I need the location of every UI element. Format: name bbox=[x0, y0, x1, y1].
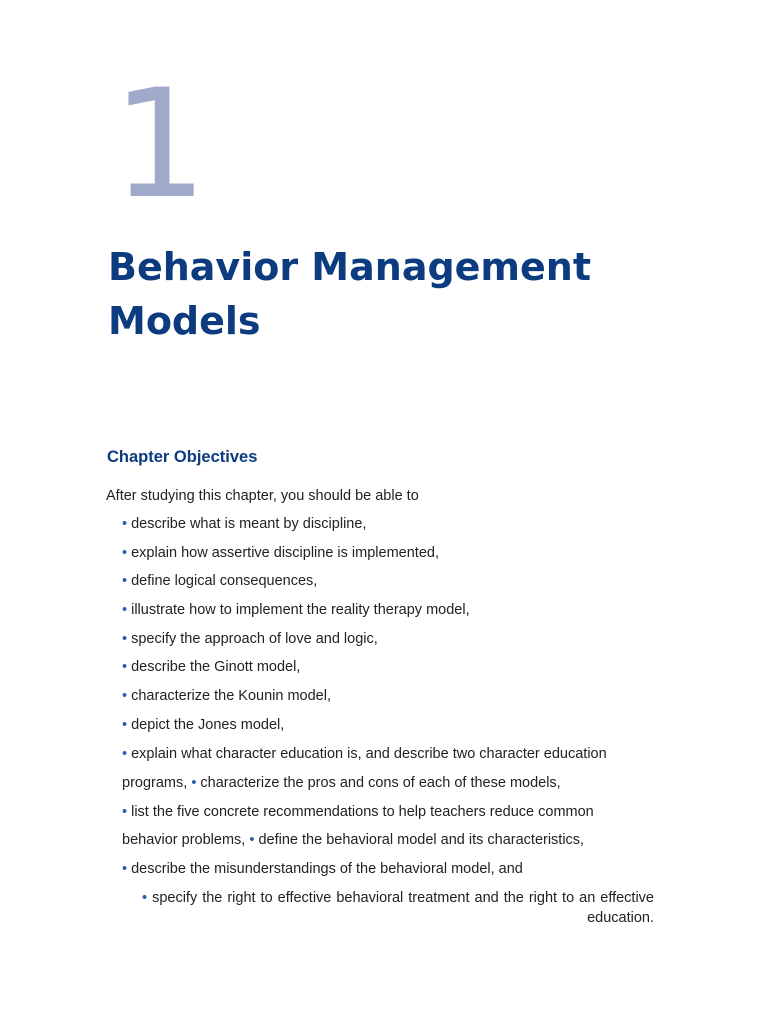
objective-item bbox=[122, 859, 523, 879]
objective-item bbox=[122, 802, 594, 822]
objective-item bbox=[122, 657, 300, 677]
bullet-icon: • bbox=[122, 659, 128, 675]
objective-item bbox=[122, 773, 561, 793]
objective-text: programs, bbox=[122, 775, 188, 791]
objective-item bbox=[142, 888, 654, 928]
objective-text: describe the Ginott model, bbox=[131, 659, 301, 675]
bullet-icon: • bbox=[122, 717, 128, 733]
objective-text: characterize the pros and cons of each of these models, bbox=[200, 775, 561, 791]
bullet-icon: • bbox=[142, 890, 148, 906]
objective-text: explain what character education is, and describe two character education bbox=[131, 746, 607, 762]
objective-text: define logical consequences, bbox=[131, 573, 318, 589]
chapter-title-line-2: Models bbox=[108, 299, 261, 343]
objective-text: explain how assertive discipline is implemented, bbox=[131, 545, 439, 561]
bullet-icon: • bbox=[122, 602, 128, 618]
bullet-icon: • bbox=[122, 688, 128, 704]
objective-text: depict the Jones model, bbox=[131, 717, 285, 733]
objective-item bbox=[122, 686, 331, 706]
objective-item bbox=[122, 715, 284, 735]
objective-item bbox=[122, 600, 470, 620]
bullet-icon: • bbox=[122, 573, 128, 589]
objective-text: illustrate how to implement the reality therapy model, bbox=[131, 602, 470, 618]
bullet-icon: • bbox=[249, 832, 255, 848]
bullet-icon: • bbox=[122, 861, 128, 877]
objectives-intro: After studying this chapter, you should be able to bbox=[106, 488, 419, 504]
objective-item bbox=[122, 744, 607, 764]
objective-text: define the behavioral model and its characteristics, bbox=[258, 832, 585, 848]
objective-item bbox=[122, 571, 317, 591]
bullet-icon: • bbox=[122, 631, 128, 647]
chapter-number: 1 bbox=[112, 58, 208, 232]
bullet-icon: • bbox=[122, 804, 128, 820]
bullet-icon: • bbox=[122, 746, 128, 762]
objective-text: characterize the Kounin model, bbox=[131, 688, 332, 704]
objective-text: list the five concrete recommendations to help teachers reduce common bbox=[131, 804, 594, 820]
chapter-title-line-1: Behavior Management bbox=[108, 245, 592, 289]
bullet-icon: • bbox=[191, 775, 197, 791]
objective-text: describe what is meant by discipline, bbox=[131, 516, 367, 532]
bullet-icon: • bbox=[122, 516, 128, 532]
objective-text: specify the right to effective behavioral treatment and the right to an effective education. bbox=[152, 890, 654, 926]
chapter-title bbox=[108, 240, 668, 348]
objectives-heading: Chapter Objectives bbox=[107, 448, 258, 466]
objective-item bbox=[122, 629, 378, 649]
objective-item bbox=[122, 514, 366, 534]
objective-item bbox=[122, 543, 439, 563]
objective-item bbox=[122, 830, 584, 850]
bullet-icon: • bbox=[122, 545, 128, 561]
objective-text: describe the misunderstandings of the behavioral model, and bbox=[131, 861, 523, 877]
objective-text: specify the approach of love and logic, bbox=[131, 631, 378, 647]
objective-text: behavior problems, bbox=[122, 832, 246, 848]
